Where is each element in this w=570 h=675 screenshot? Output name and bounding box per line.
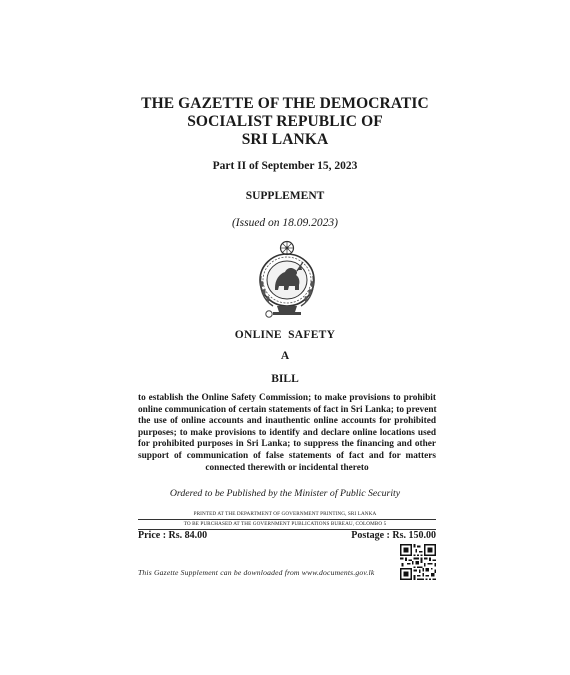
supplement-label: SUPPLEMENT <box>245 190 325 202</box>
title-line-3: SRI LANKA <box>241 131 329 148</box>
description-line: online communication of certain statements of fact in Sri Lanka; to prevent <box>138 404 437 415</box>
article-label: A <box>280 350 290 362</box>
ordered-by: Ordered to be Published by the Minister of Public Security <box>169 488 401 499</box>
price: Price : Rs. 84.00 <box>138 530 208 541</box>
description-line: support of communication of false statements of fact and for matters <box>138 450 436 461</box>
description-line: connected therewith or incidental thereto <box>205 462 369 473</box>
national-emblem-icon <box>255 240 319 320</box>
act-name: ONLINE SAFETY <box>234 329 336 341</box>
purchase-note: TO BE PURCHASED AT THE GOVERNMENT PUBLICATIONS BUREAU, COLOMBO 5 <box>183 521 387 527</box>
issued-date: (Issued on 18.09.2023) <box>231 217 339 229</box>
qr-code-icon <box>400 544 436 580</box>
bill-description <box>138 393 436 474</box>
bill-label: BILL <box>271 373 299 385</box>
title-line-1: THE GAZETTE OF THE DEMOCRATIC <box>141 95 429 112</box>
description-line: the use of online accounts and inauthentic online accounts for prohibited <box>138 416 436 427</box>
gazette-title <box>0 95 570 149</box>
part-date: Part II of September 15, 2023 <box>212 160 358 172</box>
description-line: purposes; to make provisions to identify and declare online locations used <box>138 427 436 438</box>
title-line-2: SOCIALIST REPUBLIC OF <box>187 113 383 130</box>
description-line: to establish the Online Safety Commission; to make provisions to prohibit <box>138 393 436 403</box>
divider-top <box>138 519 436 520</box>
printed-note: PRINTED AT THE DEPARTMENT OF GOVERNMENT PRINTING, SRI LANKA <box>193 511 377 517</box>
description-line: for prohibited purposes in Sri Lanka; to suppress the financing and other <box>138 439 436 450</box>
download-note: This Gazette Supplement can be downloaded from www.documents.gov.lk <box>138 568 375 577</box>
postage: Postage : Rs. 150.00 <box>351 530 436 541</box>
